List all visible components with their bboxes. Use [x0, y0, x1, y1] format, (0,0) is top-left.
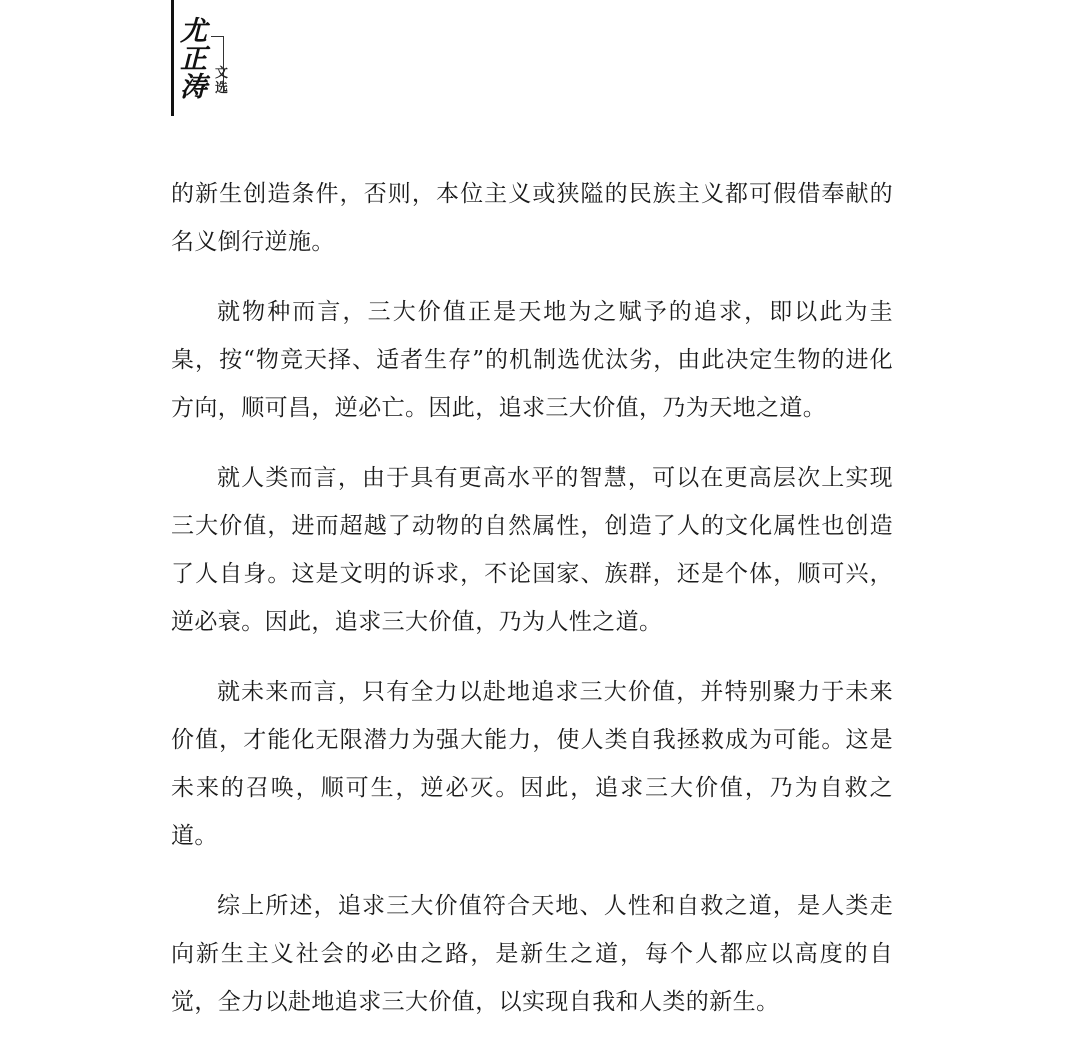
paragraph-2: 就物种而言，三大价值正是天地为之赋予的追求，即以此为圭臬，按“物竞天择、适者生存”的机制选优汰劣，由此决定生物的进化方向，顺可昌，逆必亡。因此，追求三大价值，乃为天地之道。 [171, 299, 893, 421]
paragraph-1: 的新生创造条件，否则，本位主义或狭隘的民族主义都可假借奉献的名义倒行逆施。 [171, 181, 893, 255]
logo-char-3: 涛 [180, 72, 207, 103]
logo-char-2: 正 [180, 44, 207, 75]
header-vertical-rule [171, 0, 174, 116]
logo-subtitle: 文选 [215, 66, 229, 96]
article-body [171, 170, 893, 1048]
paragraph-5: 综上所述，追求三大价值符合天地、人性和自救之道，是人类走向新生主义社会的必由之路，是新生之道，每个人都应以高度的自觉，全力以赴地追求三大价值，以实现自我和人类的新生。 [171, 893, 893, 1015]
logo-char-1: 尤 [180, 16, 207, 47]
header-logo [171, 0, 251, 118]
paragraph-4: 就未来而言，只有全力以赴地追求三大价值，并特别聚力于未来价值，才能化无限潜力为强大能力，使人类自我拯救成为可能。这是未来的召唤，顺可生，逆必灭。因此，追求三大价值，乃为自救之道。 [171, 679, 893, 849]
paragraph-3: 就人类而言，由于具有更高水平的智慧，可以在更高层次上实现三大价值，进而超越了动物的自然属性，创造了人的文化属性也创造了人自身。这是文明的诉求，不论国家、族群，还是个体，顺可兴，逆必衰。因此，追求三大价值，乃为人性之道。 [171, 465, 893, 635]
